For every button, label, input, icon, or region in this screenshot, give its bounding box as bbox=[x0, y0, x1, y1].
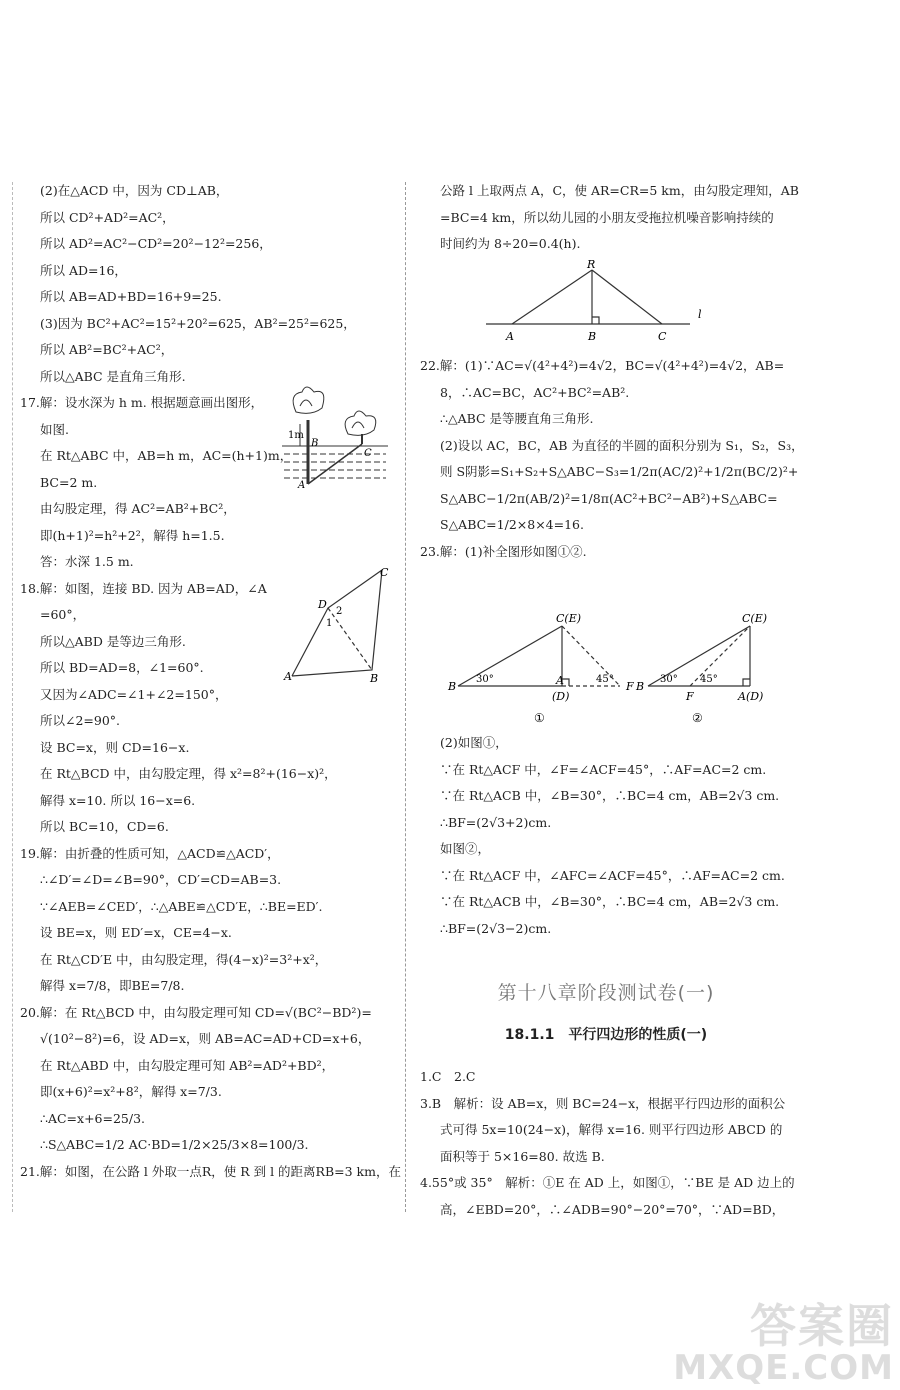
fig23-2-label-ce: C(E) bbox=[742, 612, 768, 625]
text-line: 答：水深 1.5 m. bbox=[40, 554, 134, 569]
fig23-2-label-45: 45° bbox=[700, 674, 718, 685]
text-line: 19.解：由折叠的性质可知，△ACD≌△ACD′， bbox=[20, 845, 280, 861]
text-line: ∴BF=(2√3+2)cm. bbox=[440, 814, 552, 830]
text-line: (2)在△ACD 中，因为 CD⊥AB， bbox=[40, 183, 229, 198]
fig23-1-label-a: A bbox=[556, 674, 564, 687]
fig23-2-label-f: F bbox=[686, 690, 694, 703]
text-line: 18.解：如图，连接 BD. 因为 AB=AD，∠A bbox=[20, 580, 267, 596]
right-column-top bbox=[420, 178, 799, 258]
fig21-label-c: C bbox=[658, 330, 667, 343]
text-line: ∴△ABC 是等腰直角三角形. bbox=[440, 411, 594, 426]
text-line: 在 Rt△ABC 中，AB=h m，AC=(h+1)m， bbox=[40, 448, 293, 463]
text-line: 3.B 解析：设 AB=x，则 BC=24−x，根据平行四边形的面积公 bbox=[420, 1095, 786, 1111]
fig18-label-b: B bbox=[370, 672, 379, 685]
text-line: ∵在 Rt△ACF 中，∠F=∠ACF=45°，∴AF=AC=2 cm. bbox=[440, 761, 767, 777]
text-line: 如图②， bbox=[440, 841, 491, 856]
watermark-url: MXQE.COM bbox=[673, 1348, 894, 1388]
fig23-2-label-ad: A(D) bbox=[738, 690, 764, 703]
fig23-1-label-b: B bbox=[448, 680, 457, 693]
text-line: 即(h+1)²=h²+2²，解得 h=1.5. bbox=[40, 527, 225, 543]
text-line: 又因为∠ADC=∠1+∠2=150°， bbox=[40, 686, 228, 702]
text-line: 23.解：(1)补全图形如图①②. bbox=[420, 543, 587, 559]
fig17-label-a: A bbox=[298, 480, 306, 491]
fig23-1-label-45: 45° bbox=[596, 674, 614, 685]
fig18-label-d: D bbox=[318, 598, 327, 611]
right-column-22 bbox=[420, 353, 804, 565]
section-title: 18.1.1 平行四边形的性质(一) bbox=[504, 1027, 708, 1043]
text-line: ∵∠AEB=∠CED′，∴△ABE≌△CD′E，∴BE=ED′. bbox=[40, 898, 323, 914]
text-line: 时间约为 8÷20=0.4(h). bbox=[440, 236, 581, 251]
fig21-label-a: A bbox=[506, 330, 514, 343]
text-line: =60°， bbox=[40, 607, 86, 622]
figure-18-quadrilateral bbox=[282, 562, 392, 686]
fig23-2-label-b: B bbox=[636, 680, 645, 693]
text-line: 所以 AD=16， bbox=[40, 262, 127, 278]
text-line: 解得 x=7/8，即BE=7/8. bbox=[40, 978, 185, 993]
text-line: 解得 x=10. 所以 16−x=6. bbox=[40, 792, 196, 808]
text-line: (3)因为 BC²+AC²=15²+20²=625，AB²=25²=625， bbox=[40, 315, 356, 331]
text-line: 则 S阴影=S₁+S₂+S△ABC−S₃=1/2π(AC/2)²+1/2π(BC/2)²+ bbox=[440, 464, 799, 479]
fig17-label-1m: 1m bbox=[288, 430, 304, 441]
fig21-label-r: R bbox=[587, 258, 596, 271]
text-line: 所以 BD=AD=8，∠1=60°. bbox=[40, 660, 204, 675]
fig18-label-1: 1 bbox=[326, 618, 333, 629]
text-line: 在 Rt△ABD 中，由勾股定理可知 AB²=AD²+BD²， bbox=[40, 1057, 335, 1073]
left-margin-rule bbox=[12, 182, 13, 1212]
text-line: ∵在 Rt△ACB 中，∠B=30°，∴BC=4 cm，AB=2√3 cm. bbox=[440, 788, 780, 803]
fig23-2-caption: ② bbox=[692, 711, 703, 725]
figure-23-1 bbox=[444, 610, 644, 728]
fig23-1-label-ce: C(E) bbox=[556, 612, 582, 625]
text-line: 21.解：如图，在公路 l 外取一点R，使 R 到 l 的距离RB=3 km，在 bbox=[20, 1163, 401, 1179]
fig21-label-l: l bbox=[698, 308, 702, 321]
text-line: 所以△ABC 是直角三角形. bbox=[40, 368, 186, 384]
text-line: 所以△ABD 是等边三角形. bbox=[40, 633, 186, 649]
text-line: 式可得 5x=10(24−x)，解得 x=16. 则平行四边形 ABCD 的 bbox=[440, 1122, 783, 1137]
text-line: ∴AC=x+6=25/3. bbox=[40, 1110, 146, 1126]
text-line: 设 BC=x，则 CD=16−x. bbox=[40, 739, 190, 755]
chapter-title: 第十八章阶段测试卷(一) bbox=[497, 982, 715, 1004]
text-line: 在 Rt△BCD 中，由勾股定理，得 x²=8²+(16−x)²， bbox=[40, 766, 337, 781]
figure-17-lotus bbox=[278, 384, 390, 492]
text-line: 17.解：设水深为 h m. 根据题意画出图形， bbox=[20, 395, 264, 410]
right-column-1811 bbox=[420, 1064, 795, 1223]
text-line: 所以∠2=90°. bbox=[40, 713, 121, 728]
fig18-label-a: A bbox=[284, 670, 292, 683]
text-line: 22.解：(1)∵AC=√(4²+4²)=4√2，BC=√(4²+4²)=4√2，AB= bbox=[420, 358, 785, 373]
text-line: 所以 BC=10，CD=6. bbox=[40, 819, 169, 834]
text-line: √(10²−8²)=6，设 AD=x，则 AB=AC=AD+CD=x+6， bbox=[40, 1031, 371, 1046]
text-line: 20.解：在 Rt△BCD 中，由勾股定理可知 CD=√(BC²−BD²)= bbox=[20, 1004, 372, 1020]
text-line: ∴S△ABC=1/2 AC·BD=1/2×25/3×8=100/3. bbox=[40, 1137, 309, 1152]
text-line: 1.C 2.C bbox=[420, 1069, 476, 1084]
text-line: 在 Rt△CD′E 中，由勾股定理，得(4−x)²=3²+x²， bbox=[40, 951, 328, 967]
text-line: ∴∠D′=∠D=∠B=90°，CD′=CD=AB=3. bbox=[40, 872, 282, 887]
text-line: 4.55°或 35° 解析：①E 在 AD 上，如图①，∵BE 是 AD 边上的 bbox=[420, 1175, 795, 1190]
text-line: 所以 AB=AD+BD=16+9=25. bbox=[40, 289, 222, 304]
text-line: 所以 AD²=AC²−CD²=20²−12²=256， bbox=[40, 236, 272, 251]
text-line: 面积等于 5×16=80. 故选 B. bbox=[440, 1148, 605, 1164]
text-line: S△ABC−1/2π(AB/2)²=1/8π(AC²+BC²−AB²)+S△ABC= bbox=[440, 490, 778, 506]
fig17-label-c: C bbox=[364, 448, 372, 459]
text-line: 即(x+6)²=x²+8²，解得 x=7/3. bbox=[40, 1084, 222, 1099]
fig18-label-c: C bbox=[380, 566, 389, 579]
text-line: (2)如图①， bbox=[440, 735, 508, 750]
fig23-1-label-30: 30° bbox=[476, 674, 494, 685]
text-line: 由勾股定理，得 AC²=AB²+BC²， bbox=[40, 501, 236, 516]
text-line: 所以 CD²+AD²=AC²， bbox=[40, 209, 175, 225]
figure-23-2 bbox=[634, 610, 794, 728]
fig23-1-label-d: (D) bbox=[552, 690, 570, 703]
text-line: ∵在 Rt△ACF 中，∠AFC=∠ACF=45°，∴AF=AC=2 cm. bbox=[440, 867, 785, 883]
figure-21-road bbox=[482, 256, 712, 346]
text-line: 公路 l 上取两点 A，C，使 AR=CR=5 km，由勾股定理知，AB bbox=[440, 183, 799, 198]
fig21-label-b: B bbox=[588, 330, 597, 343]
text-line: ∵在 Rt△ACB 中，∠B=30°，∴BC=4 cm，AB=2√3 cm. bbox=[440, 894, 780, 909]
fig18-label-2: 2 bbox=[336, 606, 343, 617]
watermark bbox=[673, 1299, 894, 1388]
fig23-1-caption: ① bbox=[534, 711, 545, 725]
text-line: 所以 AB²=BC²+AC²， bbox=[40, 342, 174, 357]
column-divider bbox=[405, 182, 406, 1212]
right-column-23b bbox=[420, 730, 792, 942]
watermark-logo-text: 答案圈 bbox=[750, 1299, 894, 1353]
fig23-2-label-30: 30° bbox=[660, 674, 678, 685]
fig17-label-b: B bbox=[311, 438, 319, 449]
text-line: (2)设以 AC，BC，AB 为直径的半圆的面积分别为 S₁，S₂，S₃， bbox=[440, 437, 804, 453]
text-line: =BC=4 km，所以幼儿园的小朋友受拖拉机噪音影响持续的 bbox=[440, 209, 774, 225]
text-line: S△ABC=1/2×8×4=16. bbox=[440, 517, 584, 532]
fig23-1-label-f: F bbox=[626, 680, 634, 693]
text-line: 如图. bbox=[40, 421, 69, 437]
text-line: 设 BE=x，则 ED′=x，CE=4−x. bbox=[40, 925, 232, 940]
text-line: 8，∴AC=BC，AC²+BC²=AB². bbox=[440, 384, 630, 400]
text-line: ∴BF=(2√3−2)cm. bbox=[440, 920, 552, 936]
text-line: BC=2 m. bbox=[40, 474, 98, 490]
text-line: 高，∠EBD=20°，∴∠ADB=90°−20°=70°，∵AD=BD， bbox=[440, 1201, 785, 1217]
